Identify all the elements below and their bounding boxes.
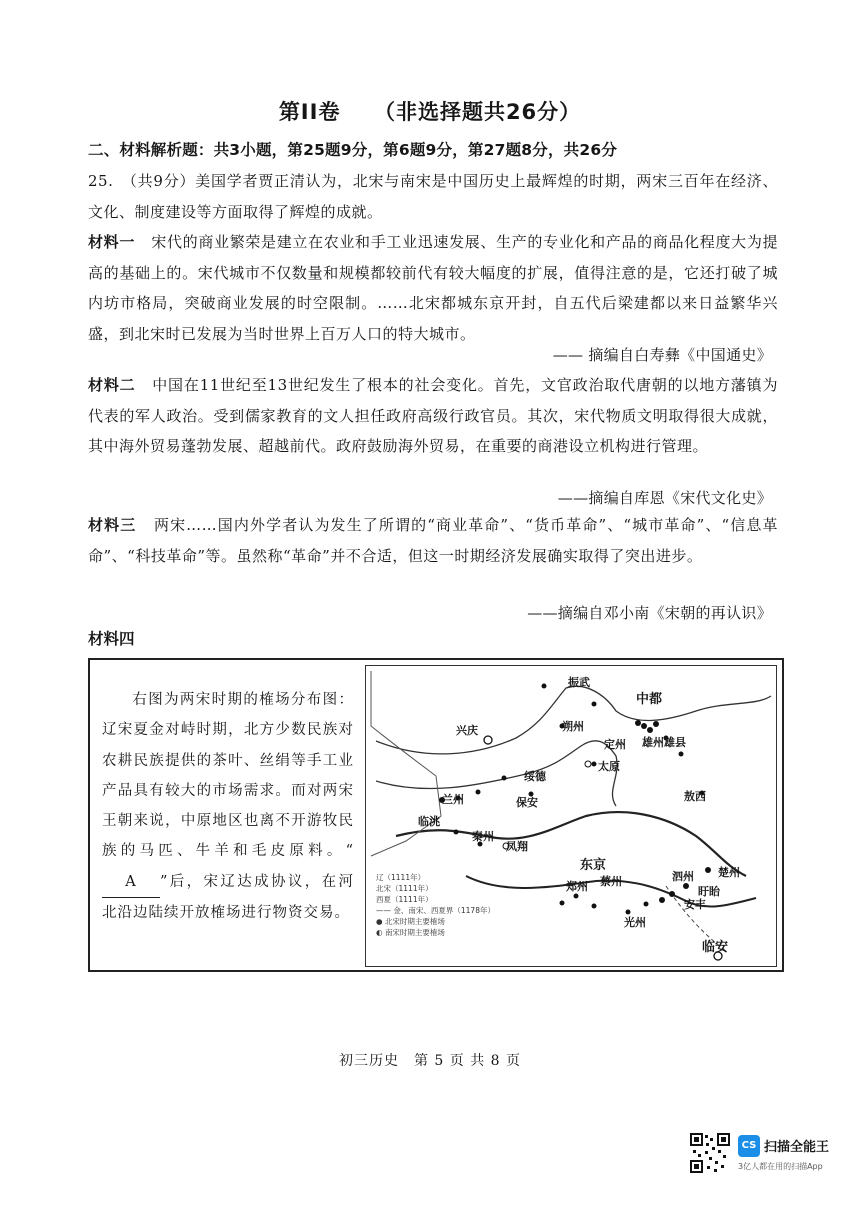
map-legend: [376, 872, 512, 938]
legend-item-liao: 辽（1111年）: [376, 873, 426, 882]
map-label-dingzhou: 定州: [604, 738, 626, 751]
map-label-lanzhou: 兰州: [442, 793, 464, 806]
qr-code-icon: [690, 1133, 730, 1173]
legend-item-ns-market: ● 北宋时期主要榷场: [376, 917, 445, 926]
material-2-source: ——摘编自库恩《宋代文化史》: [557, 489, 772, 507]
material-1: [88, 227, 778, 349]
map-label-caizhou: 蔡州: [600, 875, 622, 888]
material-1-source: —— 摘编自白寿彝《中国通史》: [552, 346, 772, 364]
material-2: [88, 370, 778, 462]
camscanner-name: 扫描全能王: [764, 1140, 830, 1155]
map-label-zhenwu: 振武: [568, 676, 590, 689]
map-label-fengxiang: 凤翔: [506, 840, 528, 853]
map-label-zhongdu: 中都: [636, 692, 663, 707]
page-footer: 初三历史 第 5 页 共 8 页: [338, 1053, 522, 1069]
map-label-chuzhou: 楚州: [718, 866, 740, 879]
map-label-aoxi: 敖西: [684, 790, 706, 803]
map-label-guangzhou: 光州: [624, 916, 646, 929]
map-label-dongjing: 东京: [580, 858, 607, 873]
legend-item-xixia: 西夏（1111年）: [376, 895, 433, 904]
trade-market-map: [365, 665, 777, 967]
material-1-text: 宋代的商业繁荣是建立在农业和手工业迅速发展、生产的专业化和产品的商品化程度大为提高的基础上的。宋代城市不仅数量和规模都较前代有较大幅度的扩展，值得注意的是，它还打破了城内坊市格局，突破商业发展的时空限制。……北宋都城东京开封，自五代后梁建都以来日益繁华兴盛，到北宋时已发展为当时世界上百万人口的特大城市。: [88, 233, 778, 343]
material-4-text-after: ”后，宋辽达成协议，在河北沿边陆续开放榷场进行物资交易。: [102, 873, 354, 922]
legend-item-border: —— 金、南宋、西夏界（1178年）: [376, 906, 495, 915]
map-label-taiyuan: 太原: [598, 760, 620, 773]
map-label-xuyi: 盱眙: [698, 885, 720, 898]
map-label-baoan: 保安: [516, 796, 538, 809]
material-4-label: 材料四: [88, 630, 135, 648]
map-label-suide: 绥德: [524, 770, 546, 783]
map-label-lintao: 临洮: [418, 815, 440, 828]
map-label-anfeng: 安丰: [684, 898, 706, 911]
legend-item-ss-market: ◐ 南宋时期主要榷场: [376, 928, 445, 937]
material-3-text: 两宋……国内外学者认为发生了所谓的“商业革命”、“货币革命”、“城市革命”、“信息革命”、“科技革命”等。虽然称“革命”并不合适，但这一时期经济发展确实取得了突出进步。: [88, 516, 778, 565]
camscanner-logo: CS: [738, 1135, 760, 1157]
camscanner-badge: [690, 1133, 840, 1177]
material-2-text: 中国在11世纪至13世纪发生了根本的社会变化。首先，文官政治取代唐朝的以地方藩镇为代表的军人政治。受到儒家教育的文人担任政府高级行政官员。其次，宋代物质文明取得很大成就，其中海外贸易蓬勃发展、超越前代。政府鼓励海外贸易，在重要的商港设立机构进行管理。: [88, 376, 778, 455]
map-label-qinzhou: 秦州: [472, 830, 494, 843]
map-label-xingqing: 兴庆: [456, 724, 478, 737]
camscanner-tagline: 3亿人都在用的扫描App: [738, 1162, 823, 1171]
answer-blank-a: A: [102, 867, 160, 898]
map-label-zhengzhou: 郑州: [566, 880, 588, 893]
material-4-text-before: 右图为两宋时期的榷场分布图：辽宋夏金对峙时期，北方少数民族对农耕民族提供的茶叶、丝绢等手工业产品具有较大的市场需求。而对两宋王朝来说，中原地区也离不开游牧民族的马匹、牛羊和毛皮原料。“: [102, 692, 354, 860]
map-label-sizhou: 泗州: [672, 870, 694, 883]
question-heading: 二、材料解析题：共3小题，第25题9分，第6题9分，第27题8分，共26分: [88, 141, 618, 159]
section-title: 第II卷 （非选择题共26分）: [278, 100, 582, 124]
material-3-label: 材料三: [88, 516, 137, 534]
material-4-text: [102, 685, 354, 928]
map-border-xixia: [376, 741, 617, 806]
material-1-label: 材料一: [88, 233, 136, 251]
map-yellow-river: [396, 812, 746, 876]
material-3: [88, 510, 778, 571]
legend-item-northern-song: 北宋（1111年）: [376, 884, 433, 893]
question-25-intro: 25. （共9分）美国学者贾正清认为，北宋与南宋是中国历史上最辉煌的时期，两宋三百年在经济、文化、制度建设等方面取得了辉煌的成就。: [88, 172, 778, 221]
map-label-xiongzhou: 雄州雄县: [642, 736, 686, 749]
map-label-linan: 临安: [702, 940, 729, 955]
map-label-shuozhou: 朔州: [562, 720, 584, 733]
material-2-label: 材料二: [88, 376, 136, 394]
material-3-source: ——摘编自邓小南《宋朝的再认识》: [527, 604, 772, 622]
